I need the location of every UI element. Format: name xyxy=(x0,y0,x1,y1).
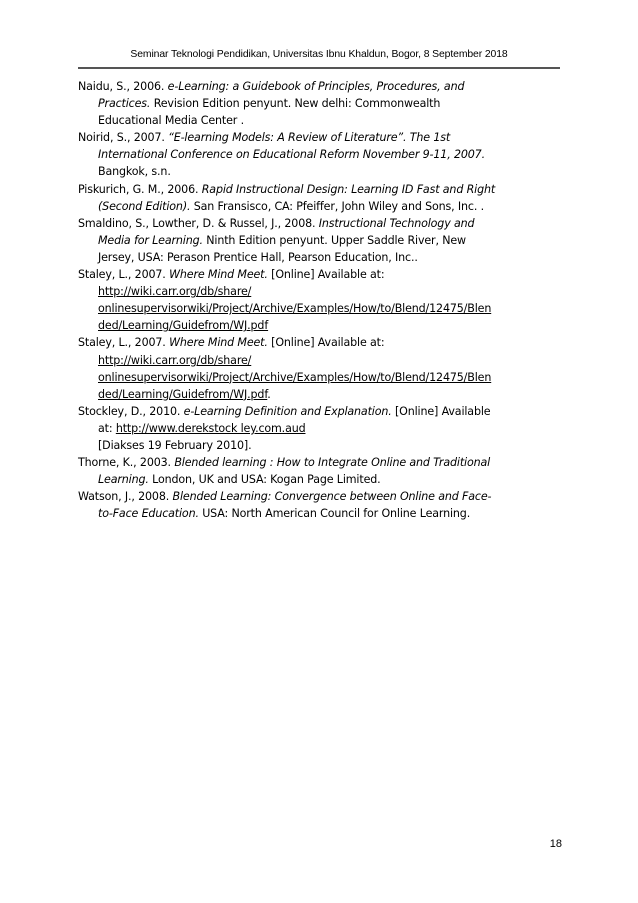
reference-text: Stockley, D., 2010. xyxy=(78,404,184,418)
reference-line xyxy=(98,163,564,180)
header-rule xyxy=(78,67,560,69)
reference-line xyxy=(98,146,564,163)
reference-link[interactable]: http://wiki.carr.org/db/share/ xyxy=(98,353,252,367)
reference-entry xyxy=(78,454,564,488)
reference-text: Staley, L., 2007. xyxy=(78,268,170,282)
reference-title: “E-learning Models: A Review of Literature”. The 1st xyxy=(168,131,451,145)
reference-text: Revision Edition penyunt. New delhi: Commonwealth xyxy=(150,97,441,111)
reference-line xyxy=(78,403,564,420)
reference-entry xyxy=(78,78,564,129)
reference-entry xyxy=(78,403,564,454)
reference-text: . xyxy=(267,387,271,401)
reference-line xyxy=(98,317,564,334)
reference-title: Learning. xyxy=(98,473,149,487)
reference-line xyxy=(78,488,564,505)
reference-line xyxy=(78,129,564,146)
reference-title: Blended learning : How to Integrate Online and Traditional xyxy=(174,456,491,470)
reference-line xyxy=(78,78,564,95)
reference-text: Ninth Edition penyunt. Upper Saddle River, New xyxy=(202,233,466,247)
reference-line xyxy=(98,249,564,266)
reference-line xyxy=(98,300,564,317)
reference-entry xyxy=(78,181,564,215)
reference-entry xyxy=(78,266,564,334)
reference-text: [Diakses 19 February 2010]. xyxy=(98,438,252,452)
reference-title: International Conference on Educational Reform November 9-11, 2007. xyxy=(98,148,485,162)
page-number: 18 xyxy=(549,838,562,850)
reference-line xyxy=(98,232,564,249)
reference-text: Thorne, K., 2003. xyxy=(78,456,175,470)
reference-entry xyxy=(78,129,564,180)
reference-line xyxy=(98,471,564,488)
reference-link[interactable]: onlinesupervisorwiki/Project/Archive/Examples/How/to/Blend/12475/Blen xyxy=(98,370,492,384)
reference-text: at: xyxy=(98,421,116,435)
reference-line xyxy=(98,505,564,522)
reference-text: Naidu, S., 2006. xyxy=(78,80,168,93)
reference-entry xyxy=(78,334,564,402)
reference-line xyxy=(78,454,564,471)
reference-text: USA: North American Council for Online Learning. xyxy=(198,507,471,521)
reference-text: London, UK and USA: Kogan Page Limited. xyxy=(148,473,381,487)
reference-text: Smaldino, S., Lowther, D. & Russel, J., 2008. xyxy=(78,216,319,230)
reference-line xyxy=(98,420,564,437)
reference-entry xyxy=(78,488,564,522)
reference-text: Staley, L., 2007. xyxy=(78,336,170,350)
reference-entry xyxy=(78,215,564,266)
reference-text: Jersey, USA: Perason Prentice Hall, Pearson Education, Inc.. xyxy=(98,250,418,264)
reference-text: Piskurich, G. M., 2006. xyxy=(78,182,202,196)
reference-list xyxy=(78,78,564,522)
reference-text: Noirid, S., 2007. xyxy=(78,131,169,145)
reference-link[interactable]: onlinesupervisorwiki/Project/Archive/Examples/How/to/Blend/12475/Blen xyxy=(98,302,492,316)
reference-title: Media for Learning. xyxy=(98,233,203,247)
reference-line xyxy=(78,266,564,283)
reference-text: [Online] Available at: xyxy=(267,268,385,282)
reference-line xyxy=(98,369,564,386)
reference-title: Rapid Instructional Design: Learning ID Fast and Right xyxy=(201,182,496,196)
reference-title: (Second Edition). xyxy=(98,199,191,213)
reference-title: Where Mind Meet. xyxy=(169,336,268,350)
reference-title: e-Learning: a Guidebook of Principles, Procedures, and xyxy=(167,80,465,93)
reference-link[interactable]: http://www.derekstock ley.com.aud xyxy=(115,421,306,435)
reference-line xyxy=(78,334,564,351)
reference-title: Blended Learning: Convergence between Online and Face- xyxy=(172,490,492,504)
reference-line xyxy=(98,283,564,300)
reference-text: [Online] Available xyxy=(391,404,491,418)
reference-line xyxy=(78,215,564,232)
reference-text: San Fransisco, CA: Pfeiffer, John Wiley and Sons, Inc. . xyxy=(190,199,484,213)
reference-line xyxy=(98,386,564,403)
reference-title: Instructional Technology and xyxy=(318,216,475,230)
reference-line xyxy=(98,95,564,112)
reference-text: Educational Media Center . xyxy=(98,114,244,128)
reference-text: Watson, J., 2008. xyxy=(78,490,173,504)
reference-text: [Online] Available at: xyxy=(267,336,385,350)
reference-title: to-Face Education. xyxy=(98,507,199,521)
reference-line xyxy=(98,112,564,129)
running-header: Seminar Teknologi Pendidikan, Universitas Ibnu Khaldun, Bogor, 8 September 2018 xyxy=(130,49,508,60)
reference-title: Practices. xyxy=(98,97,151,111)
reference-line xyxy=(98,437,564,454)
reference-title: e-Learning Definition and Explanation. xyxy=(183,404,392,418)
reference-text: Bangkok, s.n. xyxy=(98,165,171,179)
reference-line xyxy=(98,352,564,369)
reference-line xyxy=(98,198,564,215)
reference-link[interactable]: http://wiki.carr.org/db/share/ xyxy=(98,285,252,299)
reference-line xyxy=(78,181,564,198)
reference-link[interactable]: ded/Learning/Guidefrom/WJ.pdf xyxy=(98,387,268,401)
reference-link[interactable]: ded/Learning/Guidefrom/WJ.pdf xyxy=(98,319,269,333)
reference-title: Where Mind Meet. xyxy=(169,268,268,282)
